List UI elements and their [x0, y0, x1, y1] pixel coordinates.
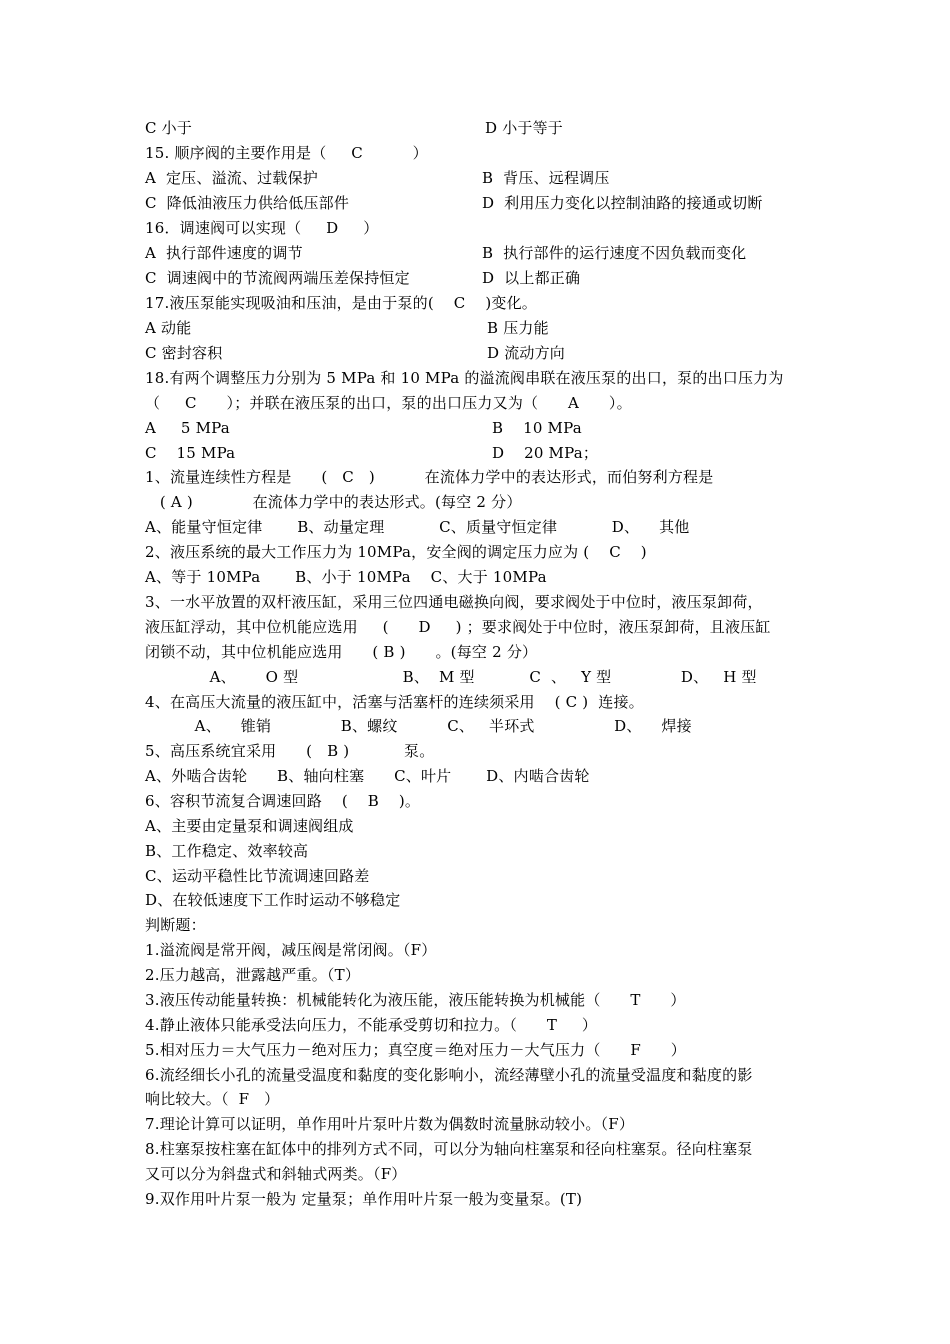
option-line-col2: B 10 MPa [492, 419, 582, 437]
question-1-cont: ( A ) 在流体力学中的表达形式。(每空 2 分） [145, 493, 522, 511]
section-heading-true-false: 判断题： [145, 916, 206, 934]
option-line: A 定压、溢流、过载保护 [145, 169, 318, 187]
option-line: C 降低油液压力供给低压部件 [145, 194, 350, 212]
option-line: A、等于 10MPa B、小于 10MPa C、大于 10MPa [145, 568, 547, 586]
option-line-col2: B 背压、远程调压 [482, 169, 610, 187]
option-line-col2: D 以上都正确 [482, 269, 581, 287]
option-line-col2: D 利用压力变化以控制油路的接通或切断 [482, 194, 763, 212]
option-line: C 调速阀中的节流阀两端压差保持恒定 [145, 269, 410, 287]
option-line: A 5 MPa [145, 419, 230, 437]
question-16: 16．调速阀可以实现（ D ） [145, 219, 379, 237]
text-line-col2: D 小于等于 [485, 119, 563, 137]
tf-item-7: 7.理论计算可以证明，单作用叶片泵叶片数为偶数时流量脉动较小。（F） [145, 1115, 635, 1133]
tf-item-6: 6.流经细长小孔的流量受温度和黏度的变化影响小，流经薄壁小孔的流量受温度和黏度的影 [145, 1066, 753, 1084]
option-line-col2: D 流动方向 [487, 344, 565, 362]
tf-item-9: 9.双作用叶片泵一般为 定量泵；单作用叶片泵一般为变量泵。(T) [145, 1190, 583, 1208]
text-line: C 小于 [145, 119, 193, 137]
question-1: 1、流量连续性方程是 ( C ) 在流体力学中的表达形式，而伯努利方程是 [145, 468, 714, 486]
question-3: 3、一水平放置的双杆液压缸，采用三位四通电磁换向阀，要求阀处于中位时，液压泵卸荷， [145, 593, 763, 611]
option-line-col2: B 执行部件的运行速度不因负载而变化 [482, 244, 747, 262]
option-line: A 动能 [145, 319, 192, 337]
question-3-cont: 液压缸浮动，其中位机能应选用 ( D ) ；要求阀处于中位时，液压泵卸荷，且液压缸 [145, 618, 771, 636]
option-line-col2: D 20 MPa； [492, 444, 599, 462]
question-18: 18.有两个调整压力分别为 5 MPa 和 10 MPa 的溢流阀串联在液压泵的出口，泵的出口压力为 [145, 369, 784, 387]
question-18-cont: （ C ）；并联在液压泵的出口，泵的出口压力又为（ A ）。 [145, 394, 632, 412]
question-17: 17.液压泵能实现吸油和压油，是由于泵的( C )变化。 [145, 294, 537, 312]
tf-item-1: 1.溢流阀是常开阀，减压阀是常闭阀。（F） [145, 941, 437, 959]
question-2: 2、液压系统的最大工作压力为 10MPa，安全阀的调定压力应为 ( C ) [145, 543, 647, 561]
option-line: A、主要由定量泵和调速阀组成 [145, 817, 354, 835]
option-line: D、在较低速度下工作时运动不够稳定 [145, 891, 401, 909]
option-line: C、运动平稳性比节流调速回路差 [145, 867, 370, 885]
tf-item-4: 4.静止液体只能承受法向压力，不能承受剪切和拉力。（ T ） [145, 1016, 598, 1034]
option-line: C 15 MPa [145, 444, 236, 462]
option-line: A 执行部件速度的调节 [145, 244, 303, 262]
option-line: A、能量守恒定律 B、动量定理 C、质量守恒定律 D、 其他 [145, 518, 690, 536]
option-line: C 密封容积 [145, 344, 223, 362]
question-4: 4、在高压大流量的液压缸中，活塞与活塞杆的连续须采用 ( C ) 连接。 [145, 693, 644, 711]
tf-item-5: 5.相对压力＝大气压力－绝对压力；真空度＝绝对压力－大气压力（ F ） [145, 1041, 686, 1059]
question-3-cont: 闭锁不动，其中位机能应选用 ( B ) 。(每空 2 分） [145, 643, 538, 661]
tf-item-2: 2.压力越高，泄露越严重。（T） [145, 966, 361, 984]
tf-item-8-cont: 又可以分为斜盘式和斜轴式两类。（F） [145, 1165, 407, 1183]
option-line: A、 锥销 B、螺纹 C、 半环式 D、 焊接 [145, 717, 692, 735]
option-line: B、工作稳定、效率较高 [145, 842, 309, 860]
option-line-col2: B 压力能 [487, 319, 549, 337]
tf-item-8: 8.柱塞泵按柱塞在缸体中的排列方式不同，可以分为轴向柱塞泵和径向柱塞泵。径向柱塞泵 [145, 1140, 753, 1158]
option-line: A、外啮合齿轮 B、轴向柱塞 C、叶片 D、内啮合齿轮 [145, 767, 590, 785]
question-15: 15. 顺序阀的主要作用是（ C ） [145, 144, 428, 162]
tf-item-3: 3.液压传动能量转换：机械能转化为液压能，液压能转换为机械能（ T ） [145, 991, 686, 1009]
option-line: A、 O 型 B、 M 型 C 、 Y 型 D、 H 型 [145, 668, 757, 686]
question-5: 5、高压系统宜采用 ( B ) 泵。 [145, 742, 435, 760]
question-6: 6、容积节流复合调速回路 ( B )。 [145, 792, 421, 810]
tf-item-6-cont: 响比较大。（ F ） [145, 1090, 280, 1108]
